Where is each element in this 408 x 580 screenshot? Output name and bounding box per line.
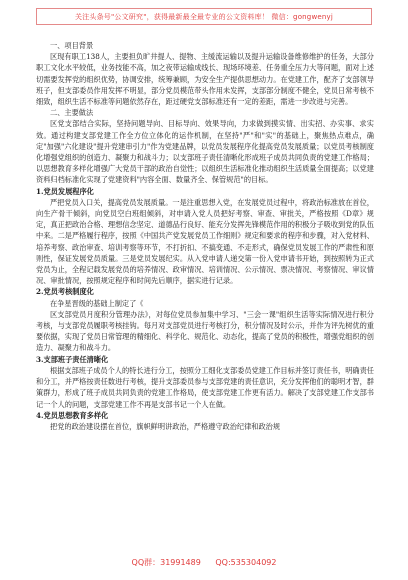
paragraph-assessment-intro: 在争星晋级的基础上制定了《 xyxy=(50,298,144,308)
footer-qq-group: QQ群：31991489 xyxy=(131,558,201,567)
paragraph-background: 区现有职工138人，主要担负旷井提人、提物、主缓流运输以及提升运输设备维修维护的任务，大部分职工文化水平较低，业务技能不高，加之夜带运输成线长、现场环境差、任务重全压力大等问题，面对上述切需要发挥党的组织优势，协调安排，统筹兼顾，为安全生产提供思想动力。在党建工作，配齐了支部领导班子，但支部委员作用发挥不明显，部分党员模范带头作用未发挥，支部部分制度不健全，党员日常考核不细致，组织生活不标准等问题依然存在，距过硬党支部标准还有一定的差距，需进一步改进与完善。 xyxy=(36,52,374,107)
subheading-member-assessment: 2.党员考核制度化 xyxy=(36,287,94,297)
footer-contact xyxy=(0,556,408,570)
paragraph-member-development: 严把党员入口关，提高党员发展质量。一是注重思想入党，在发展党员过程中，将政治标准放在首位，向生产骨干倾斜，向党员空白班组倾斜，对申请入党人员把好考察、审查、审批关，严格按照《D章》规定，真正把政治合格、理想信念坚定、道德品行良好、能充分发挥先锋模范作用的积极分子吸收到党的队伍中来。二是严格履行程序，按照《中国共产党发展党员工作细则》规定和要求的程序和步骤，对入党材料、培养考察、政治审查、培训考察等环节，不打折扣、不搞变通、不走形式，确保党员发展工作的严肃性和原则性，保证发展党员质量。三是党员发展纪实。从入党申请人递交第一份入党申请书开始，到按照转为正式党员为止，全程记载发展党员的培养情况、政审情况、培训情况、公示情况、票决情况、考察情况、审议情况、审批情况，按照规定程序和时间先后顺序，据实进行记录。 xyxy=(36,197,374,286)
section-heading-main-practices: 二、主要做法 xyxy=(50,108,94,118)
paragraph-team-responsibility: 根据支部班子成员个人的特长进行分工，按照分工细化支部委员党建工作目标并签订责任书，明确责任和分工，并严格按责任数进行考核，提升支部委员参与支部党建的责任意识，充分发挥他们的聪明才智，群策群力，形成了班子成员共同负责的党建工作格局，使支部党建工作更有活力。解决了支部党建工作支部书记一个人的问题，支部党建工作不再是支部书记一个人在做。 xyxy=(36,365,374,409)
top-banner: 关注头条号"公文研究"，获得最新最全最专业的公文资料库！ 微信：gongwenyj xyxy=(36,8,372,25)
paragraph-ideological-education: 把党的政治建设摆在首位，旗帜鲜明讲政治，严格遵守政治纪律和政治规 xyxy=(50,421,281,431)
paragraph-overview: 区党支部结合实际，坚持问题导向、目标导向、效果导向，力求做到摸实情、出实招、办实事、求实效。通过构建支部党建工作全方位立体化的运作机制，在坚持"严"和"实"的基础上，聚焦热点难点，确定"加强"六化建设"提升党建串引力"作为党建品牌，以党员发展程序化提高党员发展质量；以党员考核制度化增强党组织的创造力、凝聚力和战斗力；以支部班子责任清晰化形成班子成员共同负责的党建工作格局；以思想教育多样化增强广大党员干部的政治自觉性；以组织生活标准化推动组织生活质量全面提高；以党建资料归档标准化实现了党建资料"内容全面、数量齐全、保管规范"的目标。 xyxy=(36,119,374,185)
document-body xyxy=(36,40,374,545)
paragraph-assessment: 区支部党员月度积分管理办法》，对每位党员参加集中学习、"三会一课"组织生活等实际情况进行积分考核，与支部党员履职考核挂钩。每月对支部党员进行考核打分，积分情况及时公示，并作为评先树优的重要依据，实现了党员日常管理的精细化、科学化、规范化、动态化，提高了党员的积极性，增强党组织的创造力、凝聚力和战斗力。 xyxy=(36,309,374,353)
subheading-member-development: 1.党员发展程序化 xyxy=(36,186,94,196)
footer-qq-contact: QQ:535304092 xyxy=(215,558,277,567)
subheading-team-responsibility: 3.支部班子责任清晰化 xyxy=(36,354,109,364)
section-heading-background: 一、项目背景 xyxy=(50,41,94,50)
subheading-ideological-education: 4.党员思想教育多样化 xyxy=(36,410,109,420)
